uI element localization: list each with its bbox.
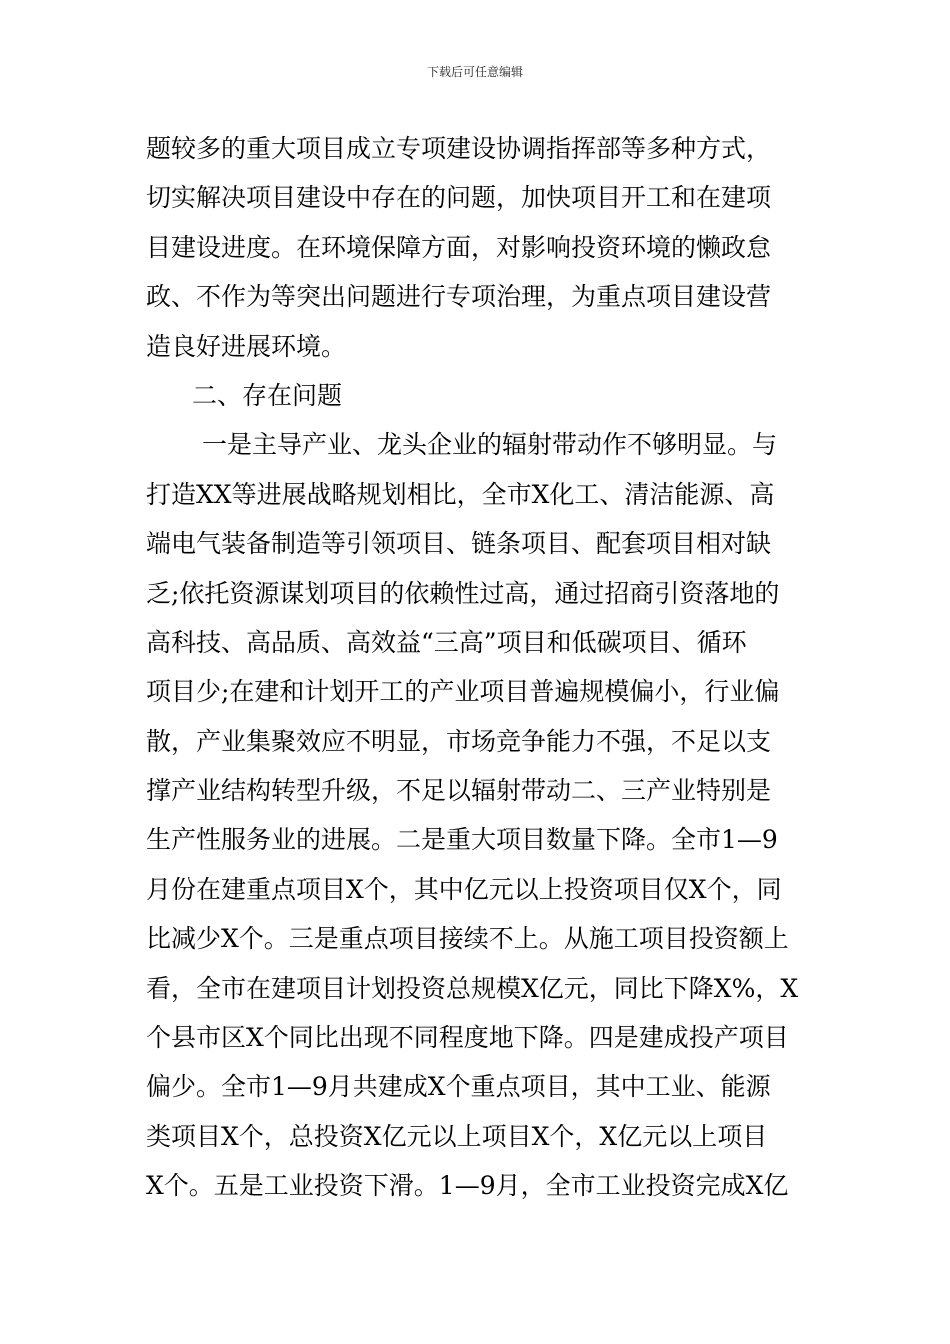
text-line: 切实解决项目建设中存在的问题，加快项目开工和在建项 — [146, 183, 772, 213]
text-line: 类项目X个，总投资X亿元以上项目X个，X亿元以上项目 — [146, 1121, 768, 1151]
text-line: 偏少。全市1—9月共建成X个重点项目，其中工业、能源 — [146, 1072, 771, 1102]
section-heading: 二、存在问题 — [192, 380, 343, 410]
text-line: 个县市区X个同比出现不同程度地下降。四是建成投产项目 — [146, 1023, 789, 1053]
text-line: 造良好进展环境。 — [146, 331, 347, 361]
text-line: X个。五是工业投资下滑。1—9月，全市工业投资完成X亿 — [146, 1171, 789, 1201]
text-line: 月份在建重点项目X个，其中亿元以上投资项目仅X个，同 — [146, 874, 782, 904]
text-line: 散，产业集聚效应不明显，市场竞争能力不强，不足以支 — [146, 726, 772, 756]
text-line: 项目少;在建和计划开工的产业项目普遍规模偏小，行业偏 — [146, 677, 780, 707]
text-line: 高科技、高品质、高效益“三高”项目和低碳项目、循环 — [146, 627, 747, 657]
text-line: 一是主导产业、龙头企业的辐射带动作不够明显。与 — [202, 430, 778, 460]
text-line: 端电气装备制造等引领项目、链条项目、配套项目相对缺 — [146, 529, 772, 559]
text-line: 看，全市在建项目计划投资总规模X亿元，同比下降X%，X — [146, 973, 799, 1003]
text-line: 政、不作为等突出问题进行专项治理，为重点项目建设营 — [146, 282, 772, 312]
text-line: 撑产业结构转型升级，不足以辐射带动二、三产业特别是 — [146, 776, 772, 806]
text-line: 打造XX等进展战略规划相比，全市X化工、清洁能源、高 — [146, 479, 775, 509]
text-line: 比减少X个。三是重点项目接续不上。从施工项目投资额上 — [146, 924, 789, 954]
document-body — [146, 124, 816, 1211]
text-line: 目建设进度。在环境保障方面，对影响投资环境的懒政怠 — [146, 232, 772, 262]
text-line: 题较多的重大项目成立专项建设协调指挥部等多种方式， — [146, 134, 772, 163]
text-line: 乏;依托资源谋划项目的依赖性过高，通过招商引资落地的 — [146, 578, 780, 608]
text-line: 生产性服务业的进展。二是重大项目数量下降。全市1—9 — [146, 825, 778, 855]
page-header: 下载后可任意编辑 — [426, 65, 523, 79]
